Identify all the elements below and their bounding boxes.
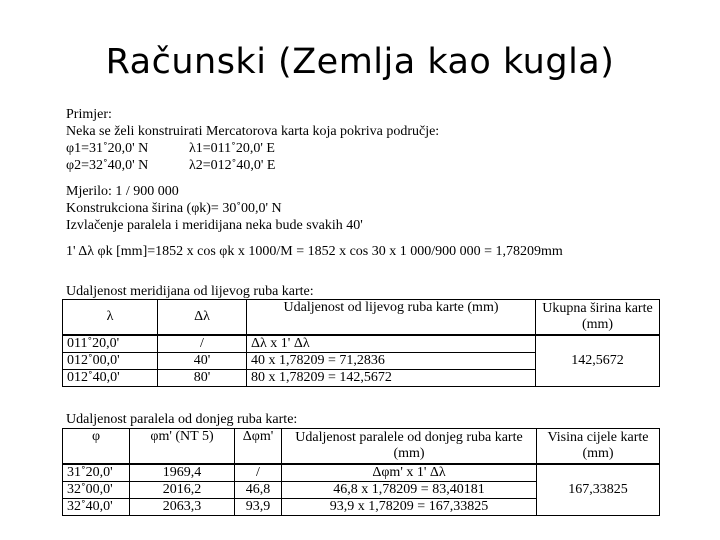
total-height-value: 167,33825 (537, 464, 660, 516)
document-body (66, 106, 660, 260)
header-phi-m: φm' (NT 5) (130, 429, 235, 465)
header-phi: φ (63, 429, 130, 465)
cell: Δφm' x 1' Δλ (282, 464, 537, 482)
header-distance: Udaljenost od lijevog ruba karte (mm) (247, 300, 536, 336)
table-row (63, 464, 660, 482)
header-parallel-distance: Udaljenost paralele od donjeg ruba karte (mm) (282, 429, 537, 465)
phi1: φ1=31˚20,0' N (66, 141, 149, 156)
header-total-height: Visina cijele karte (mm) (537, 429, 660, 465)
example-label: Primjer: (66, 107, 112, 122)
problem-statement: Neka se želi konstruirati Mercatorova karta koja pokriva područje: (66, 124, 440, 139)
header-delta-lambda: Δλ (158, 300, 247, 336)
lambda1: λ1=011˚20,0' E (189, 141, 275, 156)
total-width-value: 142,5672 (536, 335, 660, 387)
cell: 011˚20,0' (63, 335, 158, 353)
scale-text: Mjerilo: 1 / 900 000 (66, 184, 179, 199)
cell: 32˚00,0' (63, 482, 130, 499)
coord-row-2 (66, 157, 660, 174)
cell: 012˚40,0' (63, 370, 158, 387)
cell: 80' (158, 370, 247, 387)
cell: 40 x 1,78209 = 71,2836 (247, 353, 536, 370)
cell: 40' (158, 353, 247, 370)
cell: 2016,2 (130, 482, 235, 499)
header-delta-phi-m: Δφm' (235, 429, 282, 465)
phi2: φ2=32˚40,0' N (66, 158, 149, 173)
cell: 012˚00,0' (63, 353, 158, 370)
grid-spacing: Izvlačenje paralela i meridijana neka bude svakih 40' (66, 218, 363, 233)
cell: 93,9 x 1,78209 = 167,33825 (282, 499, 537, 516)
table1-caption: Udaljenost meridijana od lijevog ruba karte: (66, 284, 314, 299)
cell: Δλ x 1' Δλ (247, 335, 536, 353)
cell: 46,8 (235, 482, 282, 499)
table-row (63, 335, 660, 353)
header-total-width: Ukupna širina karte (mm) (536, 300, 660, 336)
lambda2: λ2=012˚40,0' E (189, 158, 276, 173)
parallel-table (62, 428, 660, 516)
slide-title: Računski (Zemlja kao kugla) (105, 42, 615, 82)
formula-line: 1' Δλ φk [mm]=1852 x cos φk x 1000/M = 1852 x cos 30 x 1 000/900 000 = 1,78209mm (66, 244, 563, 259)
cell: 31˚20,0' (63, 464, 130, 482)
cell: 32˚40,0' (63, 499, 130, 516)
cell: 2063,3 (130, 499, 235, 516)
coord-row-1 (66, 140, 660, 157)
meridian-table (62, 299, 660, 387)
cell: 1969,4 (130, 464, 235, 482)
construction-latitude: Konstrukciona širina (φk)= 30˚00,0' N (66, 201, 282, 216)
cell: 80 x 1,78209 = 142,5672 (247, 370, 536, 387)
header-lambda: λ (63, 300, 158, 336)
table2-caption: Udaljenost paralela od donjeg ruba karte: (66, 412, 298, 427)
cell: 93,9 (235, 499, 282, 516)
cell: / (235, 464, 282, 482)
cell: / (158, 335, 247, 353)
cell: 46,8 x 1,78209 = 83,40181 (282, 482, 537, 499)
